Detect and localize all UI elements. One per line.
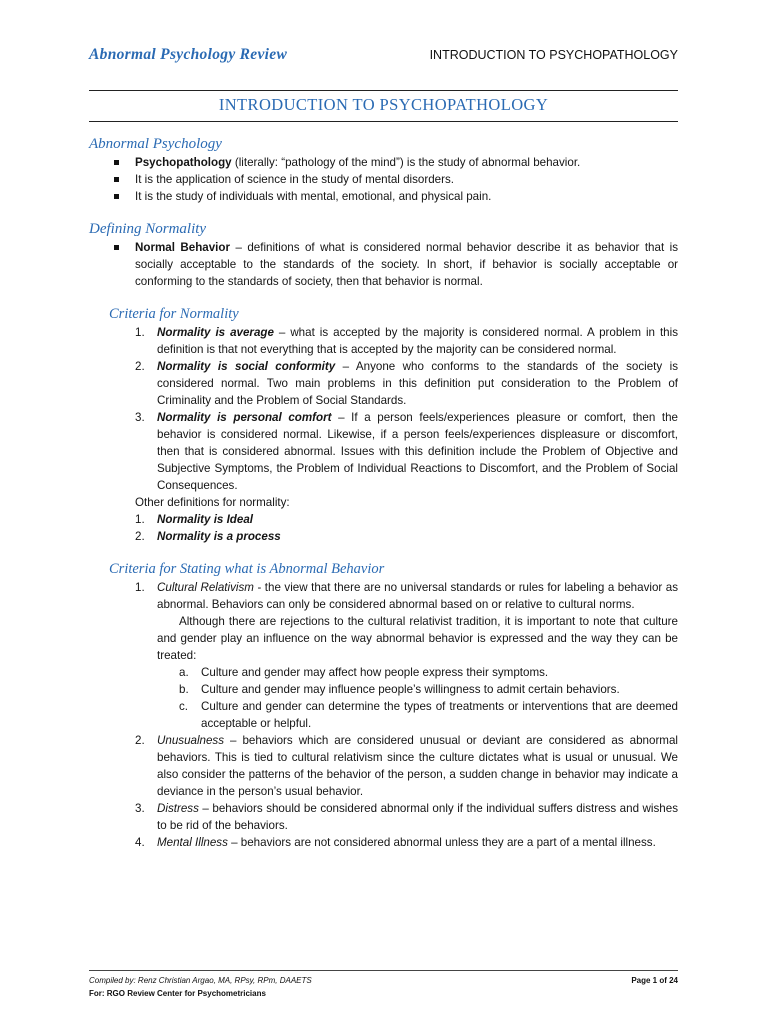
title-banner bbox=[89, 90, 678, 122]
item-text: - the view that there are no universal standards or rules for labeling a behavior as abnormal. Behaviors can only be considered abnormal based on or relative to cultural norms. bbox=[157, 581, 679, 611]
header-book-title: Abnormal Psychology Review bbox=[89, 46, 288, 63]
list-item bbox=[135, 409, 678, 494]
subsection-heading-abnormal-behavior-criteria: Criteria for Stating what is Abnormal Behavior bbox=[109, 561, 385, 577]
header-chapter-title: INTRODUCTION TO PSYCHOPATHOLOGY bbox=[429, 48, 678, 62]
list-item bbox=[179, 664, 678, 681]
item-letter: c. bbox=[179, 700, 189, 713]
list-item bbox=[135, 324, 678, 358]
other-definitions-label: Other definitions for normality: bbox=[135, 496, 290, 509]
term: Normal Behavior bbox=[135, 241, 230, 254]
page-footer bbox=[89, 970, 678, 1000]
item-text: Culture and gender may influence people’s willingness to admit certain behaviors. bbox=[201, 683, 620, 696]
item-number: 2. bbox=[135, 530, 145, 543]
list-item bbox=[179, 698, 678, 732]
list-item bbox=[114, 154, 678, 171]
square-bullet-icon bbox=[114, 194, 119, 199]
term: Normality is average bbox=[157, 326, 274, 339]
term: Distress bbox=[157, 802, 199, 815]
list-item bbox=[135, 800, 678, 834]
item-text: Normality is Ideal bbox=[157, 513, 254, 526]
item-text: – what is accepted by the majority is considered normal. A problem in this definition is that not everything that is accepted by the majority can be considered normal. bbox=[157, 326, 678, 356]
section-heading-abnormal-psychology: Abnormal Psychology bbox=[89, 136, 222, 152]
list-item bbox=[135, 579, 678, 732]
item-text: – behaviors which are considered unusual or deviant are considered as abnormal behaviors. This is tied to cultural relativism since the culture dictates what is usual or unusual. We also consider the patterns of the behavior of the person, a sudden change in behavior may indicate a deviance in the person’s usual behavior. bbox=[157, 734, 678, 798]
list-item bbox=[135, 528, 678, 545]
numbered-list bbox=[89, 579, 678, 851]
numbered-list bbox=[89, 324, 678, 494]
item-text: It is the study of individuals with mental, emotional, and physical pain. bbox=[135, 190, 492, 203]
item-text: Culture and gender can determine the types of treatments or interventions that are deemed acceptable or helpful. bbox=[201, 700, 678, 730]
numbered-list bbox=[89, 511, 678, 545]
list-item bbox=[135, 834, 678, 851]
item-number: 2. bbox=[135, 734, 145, 747]
footer-organization: For: RGO Review Center for Psychometricians bbox=[89, 989, 266, 998]
item-text: – Anyone who conforms to the standards of the society is considered normal. Two main problems in this definition put consideration to the Problem of Criminality and the Problem of Social Standards. bbox=[157, 360, 678, 407]
item-text: (literally: “pathology of the mind”) is the study of abnormal behavior. bbox=[231, 156, 581, 169]
bullet-list bbox=[89, 154, 678, 205]
item-number: 3. bbox=[135, 411, 145, 424]
bullet-list bbox=[89, 239, 678, 290]
item-text: – behaviors are not considered abnormal unless they are a part of a mental illness. bbox=[227, 836, 656, 849]
term: Mental Illness bbox=[157, 836, 228, 849]
lettered-list bbox=[157, 664, 678, 732]
term: Normality is social conformity bbox=[157, 360, 336, 373]
document-body bbox=[89, 134, 678, 851]
square-bullet-icon bbox=[114, 160, 119, 165]
subsection-heading-criteria-for-normality: Criteria for Normality bbox=[109, 306, 239, 322]
list-item bbox=[179, 681, 678, 698]
item-text: Normality is a process bbox=[157, 530, 281, 543]
list-item bbox=[114, 188, 678, 205]
item-letter: a. bbox=[179, 666, 189, 679]
item-number: 1. bbox=[135, 581, 145, 594]
footer-credit: Compiled by: Renz Christian Argao, MA, RPsy, RPm, DAAETS bbox=[89, 976, 312, 985]
paragraph: Although there are rejections to the cultural relativist tradition, it is important to note that culture and gender play an influence on the way abnormal behavior is expressed and the way they can be treated: bbox=[157, 615, 678, 662]
term: Psychopathology bbox=[135, 156, 232, 169]
square-bullet-icon bbox=[114, 245, 119, 250]
item-number: 3. bbox=[135, 802, 145, 815]
list-item bbox=[135, 358, 678, 409]
running-header bbox=[89, 44, 678, 68]
item-letter: b. bbox=[179, 683, 189, 696]
item-text: Culture and gender may affect how people express their symptoms. bbox=[201, 666, 549, 679]
item-number: 1. bbox=[135, 513, 145, 526]
list-item bbox=[114, 239, 678, 290]
term: Normality is personal comfort bbox=[157, 411, 332, 424]
square-bullet-icon bbox=[114, 177, 119, 182]
section-heading-defining-normality: Defining Normality bbox=[89, 221, 207, 237]
term: Cultural Relativism bbox=[157, 581, 254, 594]
item-text: It is the application of science in the study of mental disorders. bbox=[135, 173, 454, 186]
page-number: Page 1 of 24 bbox=[631, 976, 678, 985]
item-text: – If a person feels/experiences pleasure or comfort, then the behavior is considered normal. Likewise, if a person feels/experiences displeasure or discomfort, then that is considered abnormal. Issues with this definition include the Problem of Objective and Subjective Symptoms, the Problem of Individual Reactions to Discomfort, and the Problem of Social Consequences. bbox=[157, 411, 679, 492]
list-item bbox=[135, 511, 678, 528]
term: Unusualness bbox=[157, 734, 225, 747]
list-item bbox=[114, 171, 678, 188]
list-item bbox=[135, 732, 678, 800]
item-number: 2. bbox=[135, 360, 145, 373]
item-number: 1. bbox=[135, 326, 145, 339]
item-number: 4. bbox=[135, 836, 145, 849]
item-text: – definitions of what is considered normal behavior describe it as behavior that is socially acceptable to the standards of the society. In short, if behavior is socially acceptable or conforming to the standards of society, then that behavior is normal. bbox=[135, 241, 678, 288]
page-title: INTRODUCTION TO PSYCHOPATHOLOGY bbox=[218, 95, 549, 114]
item-text: – behaviors should be considered abnormal only if the individual suffers distress and wishes to be rid of the behaviors. bbox=[157, 802, 678, 832]
